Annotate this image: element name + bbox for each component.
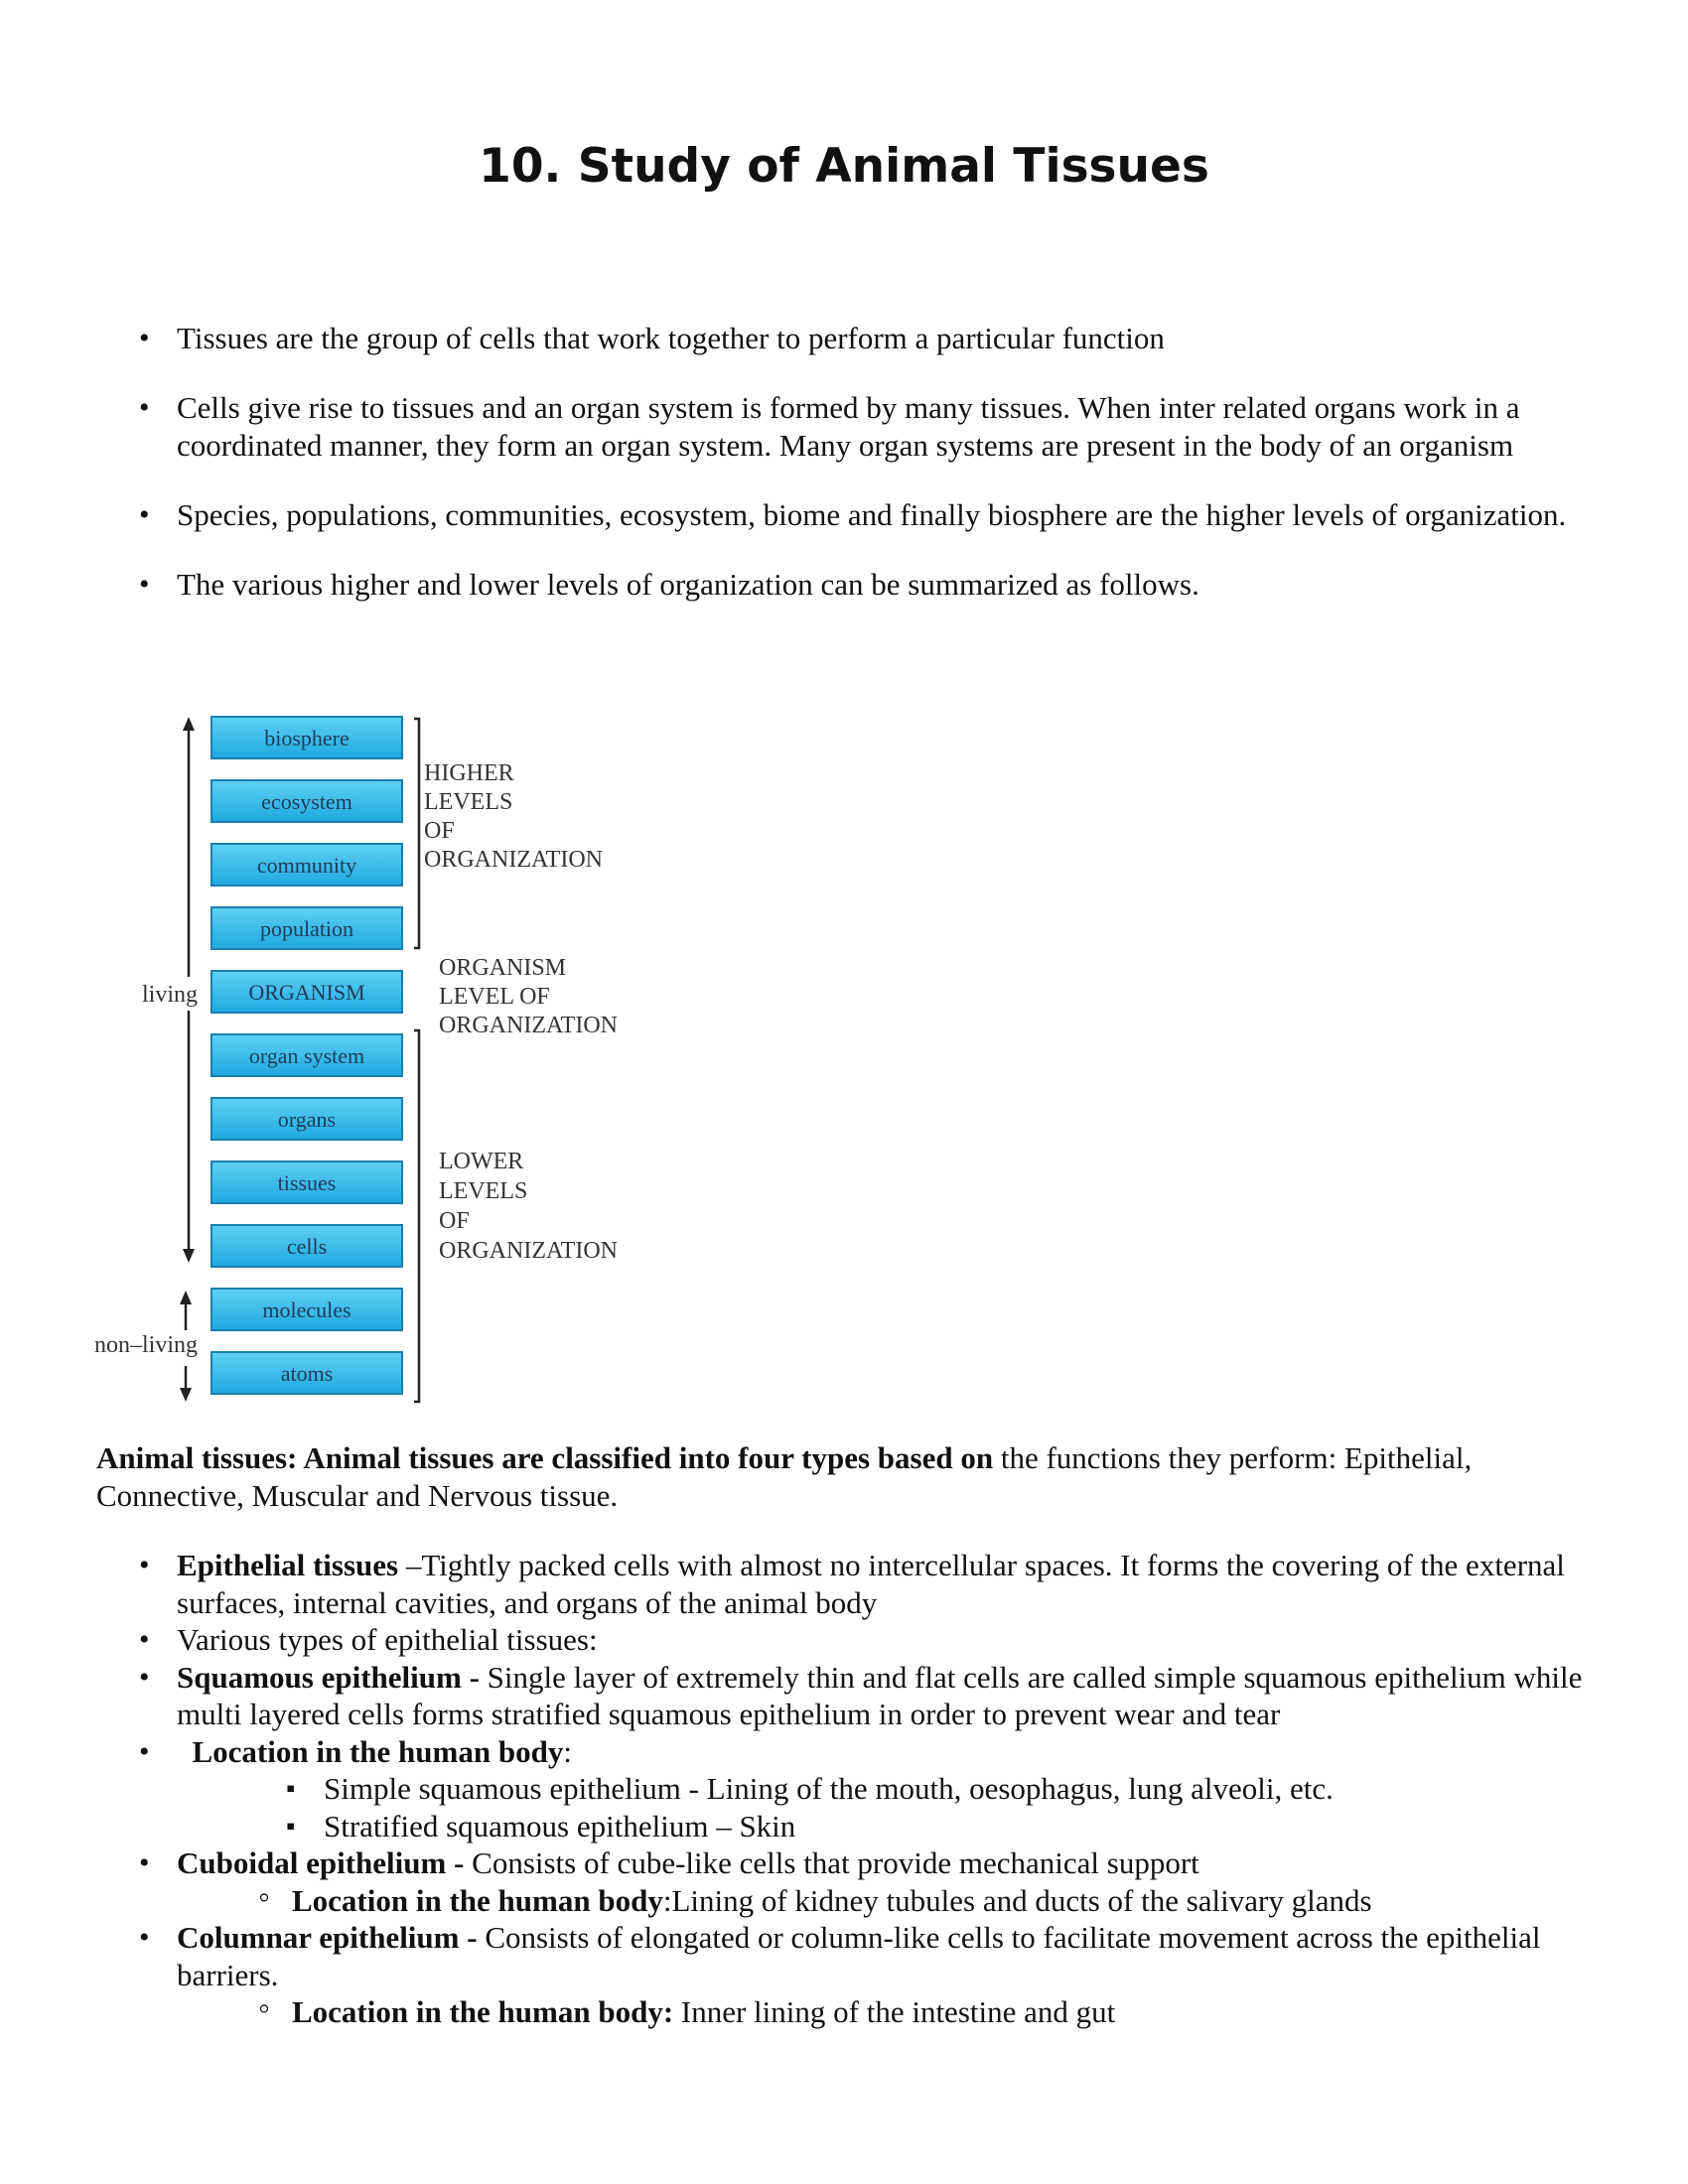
animal-tissues-paragraph — [96, 1439, 1606, 1515]
epithelial-term: Epithelial tissues — [177, 1548, 399, 1582]
level-box-label: atoms — [280, 1361, 334, 1386]
animal-tissues-heading: Animal tissues: Animal tissues are classified into four types based on — [96, 1440, 994, 1475]
higher-label-line: ORGANIZATION — [424, 847, 603, 873]
squamous-term: Squamous epithelium - — [177, 1659, 488, 1695]
level-box-label: tissues — [277, 1170, 337, 1195]
location-heading: Location in the human body — [292, 1882, 663, 1918]
lower-levels-label — [439, 1149, 618, 1264]
columnar-term: Columnar epithelium - — [177, 1920, 486, 1955]
level-box-label: community — [256, 853, 357, 878]
columnar-location-list — [177, 1993, 1589, 2031]
squamous-desc: Single layer of extremely thin and flat cells are called simple squamous epithelium while multi layered cells forms stratified squamous epithelium in order to prevent wear and tear — [177, 1659, 1583, 1731]
intro-bullet: • The various higher and lower levels of organization can be summarized as follows. — [139, 566, 1579, 604]
intro-bullet: • Cells give rise to tissues and an organ system is formed by many tissues. When inter related organs work in a coordinated manner, they form an organ system. Many organ systems are present in the body of an organism — [139, 389, 1579, 465]
sub-list-item: ▪ Stratified squamous epithelium – Skin — [286, 1808, 1589, 1845]
cuboidal-desc: Consists of cube-like cells that provide mechanical support — [472, 1845, 1199, 1880]
location-heading: Location in the human body — [192, 1733, 564, 1769]
higher-label-line: HIGHER — [424, 760, 514, 786]
squamous-location-list — [177, 1770, 1589, 1844]
level-box-label: biosphere — [264, 726, 350, 751]
lower-label-line: LEVELS — [439, 1178, 528, 1204]
level-boxes — [211, 717, 402, 1394]
level-box-label: cells — [286, 1234, 328, 1259]
cuboidal-location-list — [177, 1882, 1589, 1920]
list-item: • Various types of epithelial tissues: — [139, 1621, 1589, 1659]
list-item — [139, 1733, 1589, 1845]
columnar-desc: Consists of elongated or column-like cells to facilitate movement across the epithelial barriers. — [177, 1920, 1541, 1992]
organism-label-line: ORGANISM — [439, 955, 567, 981]
sub-list-item — [258, 1993, 1589, 2031]
level-box-label: organs — [277, 1107, 337, 1132]
level-box-label: molecules — [262, 1297, 352, 1322]
organization-levels-diagram — [94, 711, 650, 1406]
level-box-label: ORGANISM — [248, 980, 365, 1005]
lower-label-line: LOWER — [439, 1149, 524, 1174]
level-box-label: ecosystem — [261, 789, 352, 814]
intro-bullet: • Species, populations, communities, ecosystem, biome and finally biosphere are the higher levels of organization. — [139, 496, 1579, 534]
higher-levels-label — [424, 760, 603, 873]
organism-label-line: ORGANIZATION — [439, 1013, 618, 1038]
list-item — [139, 1919, 1589, 2031]
location-heading: Location in the human body: — [292, 1994, 674, 2029]
level-box-label: population — [259, 916, 354, 941]
non-living-label: non–living — [94, 1332, 199, 1358]
cuboidal-term: Cuboidal epithelium - — [177, 1845, 473, 1880]
higher-label-line: LEVELS — [424, 789, 513, 815]
organism-level-label — [439, 955, 618, 1038]
lower-label-line: OF — [439, 1208, 470, 1234]
sub-list-item — [258, 1882, 1589, 1920]
living-label: living — [142, 982, 199, 1008]
organism-label-line: LEVEL OF — [439, 984, 550, 1010]
animal-tissues-text: the functions they perform: Epithelial, Connective, Muscular and Nervous tissue. — [96, 1440, 1473, 1513]
epithelial-desc: –Tightly packed cells with almost no intercellular spaces. It forms the covering of the external surfaces, internal cavities, and organs of the animal body — [177, 1548, 1565, 1620]
list-item — [139, 1844, 1589, 1919]
location-text: Inner lining of the intestine and gut — [673, 1994, 1116, 2029]
location-text: :Lining of kidney tubules and ducts of the salivary glands — [662, 1882, 1372, 1918]
level-brackets — [414, 719, 419, 1402]
sub-list-item: ▪ Simple squamous epithelium - Lining of the mouth, oesophagus, lung alveoli, etc. — [286, 1770, 1589, 1808]
level-box-label: organ system — [248, 1043, 365, 1068]
location-colon: : — [563, 1733, 572, 1769]
page-title: 10. Study of Animal Tissues — [479, 139, 1209, 194]
intro-bullet: • Tissues are the group of cells that work together to perform a particular function — [139, 320, 1579, 357]
list-item — [139, 1659, 1589, 1733]
list-item — [139, 1547, 1589, 1621]
higher-label-line: OF — [424, 818, 455, 844]
epithelial-list — [139, 1547, 1589, 2031]
lower-label-line: ORGANIZATION — [439, 1238, 618, 1264]
intro-list — [139, 320, 1579, 635]
